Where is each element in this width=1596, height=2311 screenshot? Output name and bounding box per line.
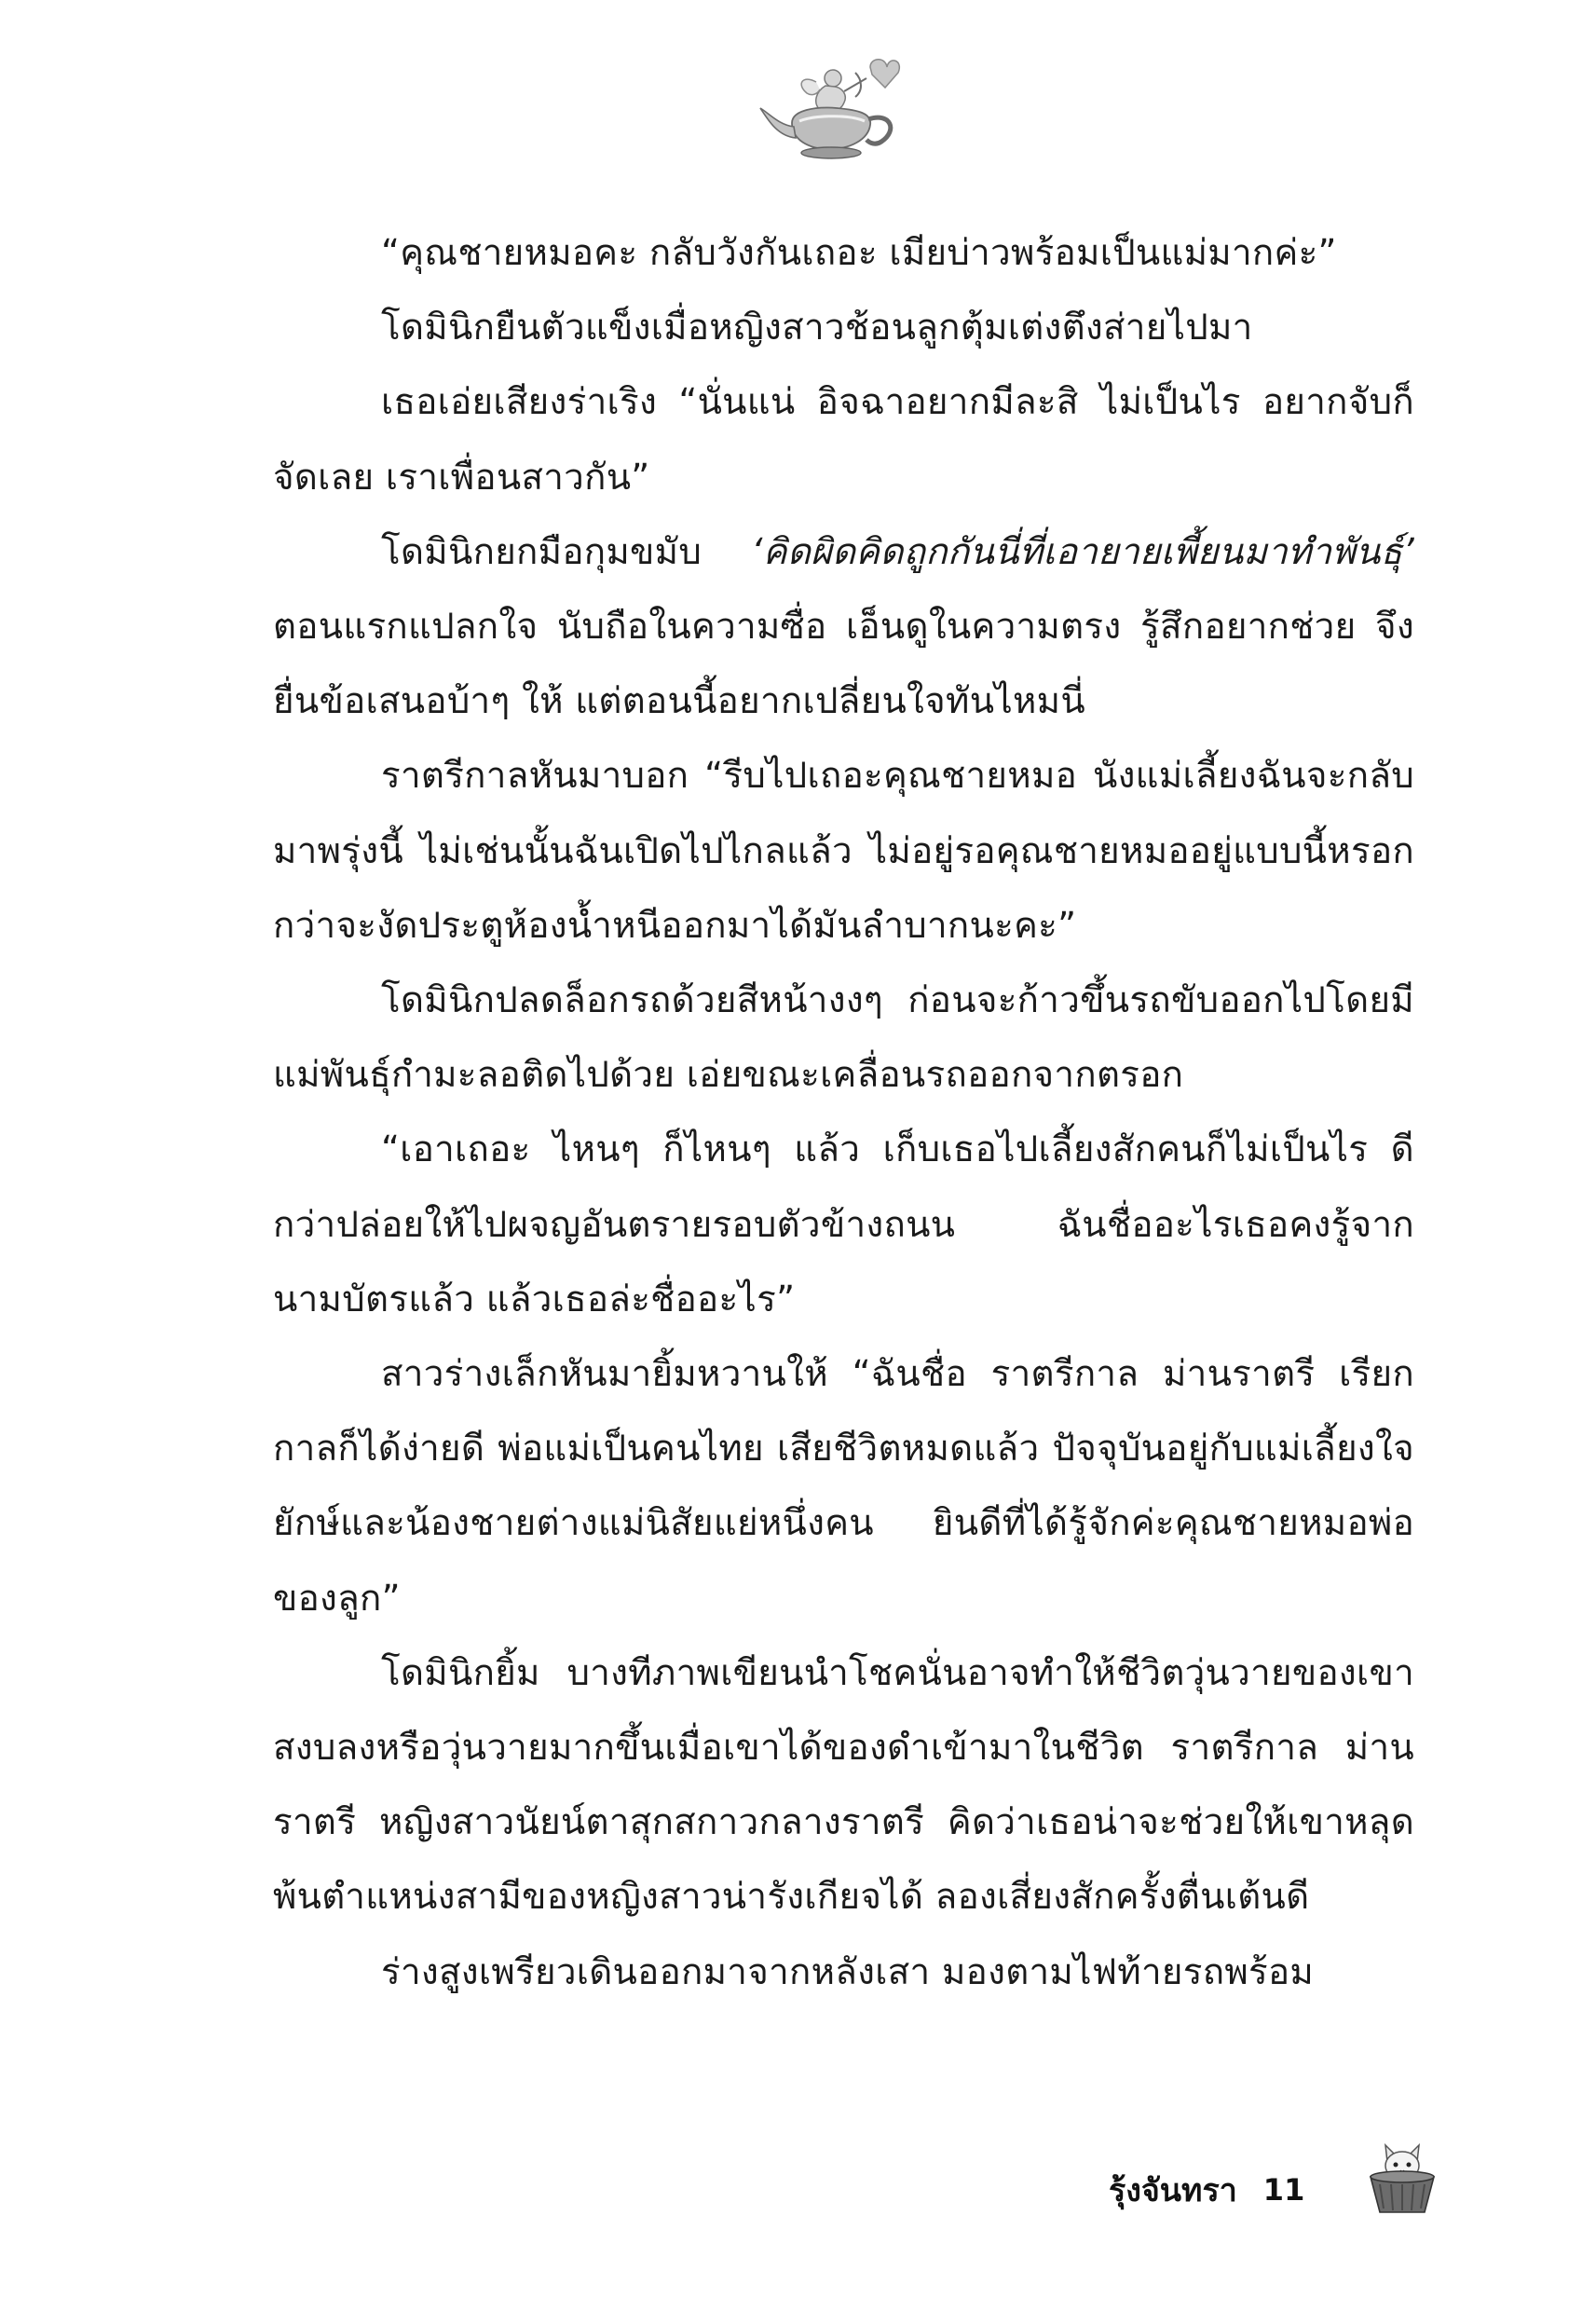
paragraph-text: “คุณชายหมอคะ กลับวังกันเถอะ เมียบ่าวพร้อมเป็นแม่มากค่ะ” bbox=[381, 232, 1337, 274]
page-footer bbox=[1109, 2162, 1304, 2218]
paragraph bbox=[273, 365, 1414, 514]
paragraph-text: โดมินิกยืนตัวแข็งเมื่อหญิงสาวช้อนลูกตุ้มเต่งตึงส่ายไปมา bbox=[381, 307, 1253, 349]
paragraph bbox=[273, 964, 1414, 1113]
cupid-teapot-ornament-icon bbox=[751, 54, 909, 166]
paragraph-text: โดมินิกยกมือกุมขมับ bbox=[381, 530, 752, 573]
paragraph-text: “เอาเถอะ ไหนๆ ก็ไหนๆ แล้ว เก็บเธอไปเลี้ยงสักคนก็ไม่เป็นไร ดีกว่าปล่อยให้ไปผจญอันตรายรอบตัวข้างถนน ฉันชื่ออะไรเธอคงรู้จากนามบัตรแล้ว แล้วเธอล่ะชื่ออะไร” bbox=[273, 1128, 1414, 1320]
paragraph-text: ร่างสูงเพรียวเดินออกมาจากหลังเสา มองตามไฟท้ายรถพร้อม bbox=[381, 1950, 1315, 1993]
page-body bbox=[273, 216, 1414, 2010]
paragraph-text: โดมินิกยิ้ม บางทีภาพเขียนนำโชคนั่นอาจทำให้ชีวิตวุ่นวายของเขาสงบลงหรือวุ่นวายมากขึ้นเมื่อเขาได้ของดำเข้ามาในชีวิต ราตรีกาล ม่านราตรี หญิงสาวนัยน์ตาสุกสกาวกลางราตรี คิดว่าเธอน่าจะช่วยให้เขาหลุดพ้นตำแหน่งสามีของหญิงสาวน่ารังเกียจได้ ลองเสี่ยงสักครั้งตื่นเต้นดี bbox=[273, 1651, 1414, 1919]
paragraph bbox=[273, 1337, 1414, 1636]
paragraph-text: ราตรีกาลหันมาบอก “รีบไปเถอะคุณชายหมอ นังแม่เลี้ยงฉันจะกลับมาพรุ่งนี้ ไม่เช่นนั้นฉันเปิดไปไกลแล้ว ไม่อยู่รอคุณชายหมออยู่แบบนี้หรอก กว่าจะงัดประตูห้องน้ำหนีออกมาได้มันลำบากนะคะ” bbox=[273, 755, 1414, 947]
paragraph bbox=[273, 291, 1414, 365]
paragraph bbox=[273, 1113, 1414, 1337]
paragraph-text: สาวร่างเล็กหันมายิ้มหวานให้ “ฉันชื่อ ราตรีกาล ม่านราตรี เรียกกาลก็ได้ง่ายดี พ่อแม่เป็นคนไทย เสียชีวิตหมดแล้ว ปัจจุบันอยู่กับแม่เลี้ยงใจยักษ์และน้องชายต่างแม่นิสัยแย่หนึ่งคน ยินดีที่ได้รู้จักค่ะคุณชายหมอพ่อของลูก” bbox=[273, 1353, 1414, 1620]
paragraph bbox=[273, 216, 1414, 291]
cat-in-cup-icon bbox=[1365, 2134, 1439, 2216]
paragraph bbox=[273, 1935, 1414, 2010]
page-number: 11 bbox=[1262, 2172, 1305, 2208]
paragraph bbox=[273, 1636, 1414, 1935]
paragraph bbox=[273, 739, 1414, 964]
paragraph-text: โดมินิกปลดล็อกรถด้วยสีหน้างงๆ ก่อนจะก้าวขึ้นรถขับออกไปโดยมีแม่พันธุ์กำมะลอติดไปด้วย เอ่ยขณะเคลื่อนรถออกจากตรอก bbox=[273, 979, 1414, 1097]
paragraph-text: ตอนแรกแปลกใจ นับถือในความซื่อ เอ็นดูในความตรง รู้สึกอยากช่วย จึงยื่นข้อเสนอบ้าๆ ให้ แต่ตอนนี้อยากเปลี่ยนใจทันไหมนี่ bbox=[273, 606, 1414, 723]
paragraph bbox=[273, 515, 1414, 740]
paragraph-text: เธอเอ่ยเสียงร่าเริง “นั่นแน่ อิจฉาอยากมีละสิ ไม่เป็นไร อยากจับก็จัดเลย เราเพื่อนสาวกัน” bbox=[273, 381, 1414, 499]
italic-thought-text: ‘คิดผิดคิดถูกกันนี่ที่เอายายเพี้ยนมาทำพันธุ์’ bbox=[751, 530, 1414, 573]
book-title: รุ้งจันทรา bbox=[1109, 2172, 1237, 2209]
